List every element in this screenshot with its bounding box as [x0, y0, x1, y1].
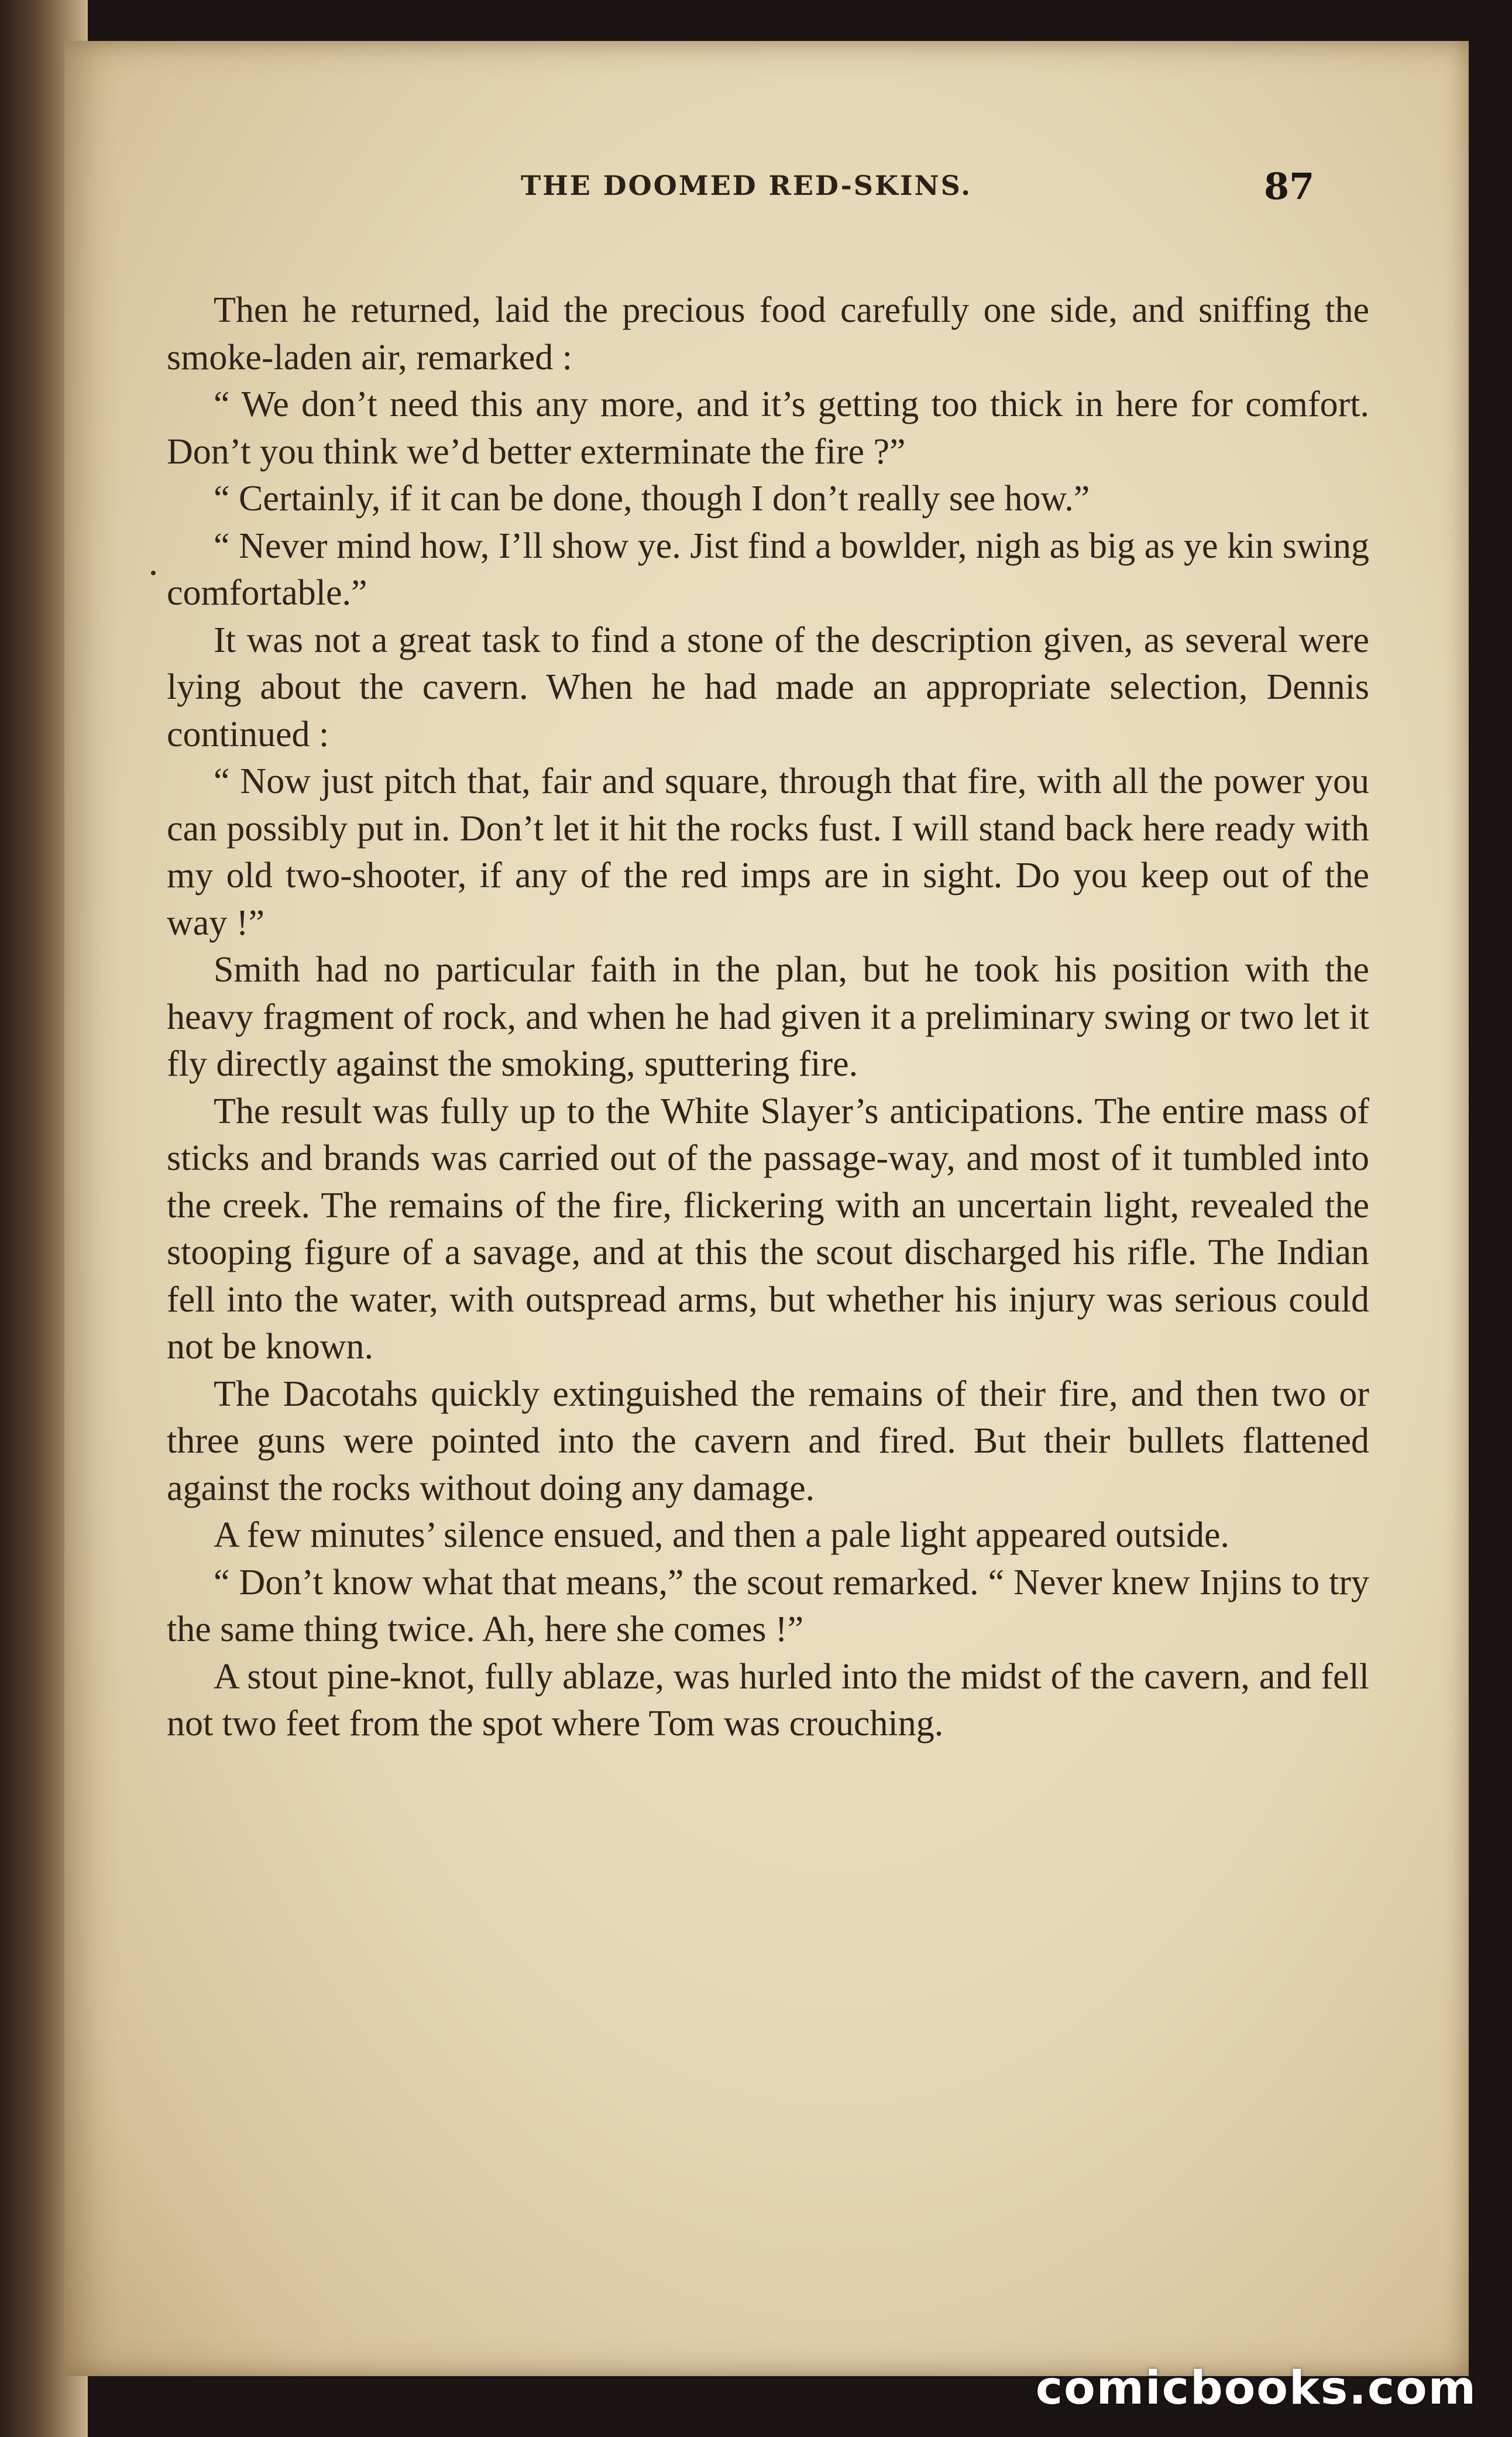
- body-text: [167, 287, 1369, 1748]
- paragraph: “ Don’t know what that means,” the scout remarked. “ Never knew Injins to try the same thing twice. Ah, here she comes !”: [167, 1562, 1369, 1649]
- paragraph: The Dacotahs quickly extinguished the remains of their fire, and then two or three guns were pointed into the cavern and fired. But their bullets flattened against the rocks without doing any damage.: [167, 1374, 1369, 1508]
- paragraph: “ Now just pitch that, fair and square, through that fire, with all the power you can possibly put in. Don’t let it hit the rocks fust. I will stand back here ready with my old two-shooter, if any of the red imps are in sight. Do you keep out of the way !”: [167, 761, 1369, 943]
- paragraph: The result was fully up to the White Slayer’s anticipations. The entire mass of sticks and brands was carried out of the passage-way, and most of it tumbled into the creek. The remains of the fire, flickering with an uncertain light, revealed the stooping figure of a savage, and at this the scout discharged his rifle. The Indian fell into the water, with outspread arms, but whether his injury was serious could not be known.: [167, 1091, 1369, 1367]
- paragraph: “ We don’t need this any more, and it’s getting too thick in here for comfort. Don’t you think we’d better exterminate the fire ?”: [167, 385, 1369, 472]
- paragraph: Smith had no particular faith in the plan, but he took his position with the heavy fragment of rock, and when he had given it a preliminary swing or two let it fly directly against the smoking, sputtering fire.: [167, 950, 1369, 1084]
- paragraph: “ Never mind how, I’ll show ye. Jist find a bowlder, nigh as big as ye kin swing comfortable.”: [167, 526, 1369, 613]
- page-number: 87: [1264, 165, 1315, 208]
- paragraph: “ Certainly, if it can be done, though I don’t really see how.”: [214, 479, 1090, 519]
- page-sheet: [64, 41, 1469, 2376]
- paragraph: It was not a great task to find a stone of the description given, as several were lying about the cavern. When he had made an appropriate selection, Dennis continued :: [167, 620, 1369, 754]
- margin-speck: [151, 571, 156, 575]
- paragraph: A stout pine-knot, fully ablaze, was hurled into the midst of the cavern, and fell not two feet from the spot where Tom was crouching.: [167, 1656, 1369, 1743]
- running-head: [64, 165, 1469, 222]
- paragraph: A few minutes’ silence ensued, and then a pale light appeared outside.: [214, 1515, 1229, 1555]
- running-title: THE DOOMED RED-SKINS.: [521, 170, 973, 201]
- site-watermark: comicbooks.com: [1035, 2362, 1477, 2415]
- paragraph: Then he returned, laid the precious food carefully one side, and sniffing the smoke-laden air, remarked :: [167, 290, 1369, 377]
